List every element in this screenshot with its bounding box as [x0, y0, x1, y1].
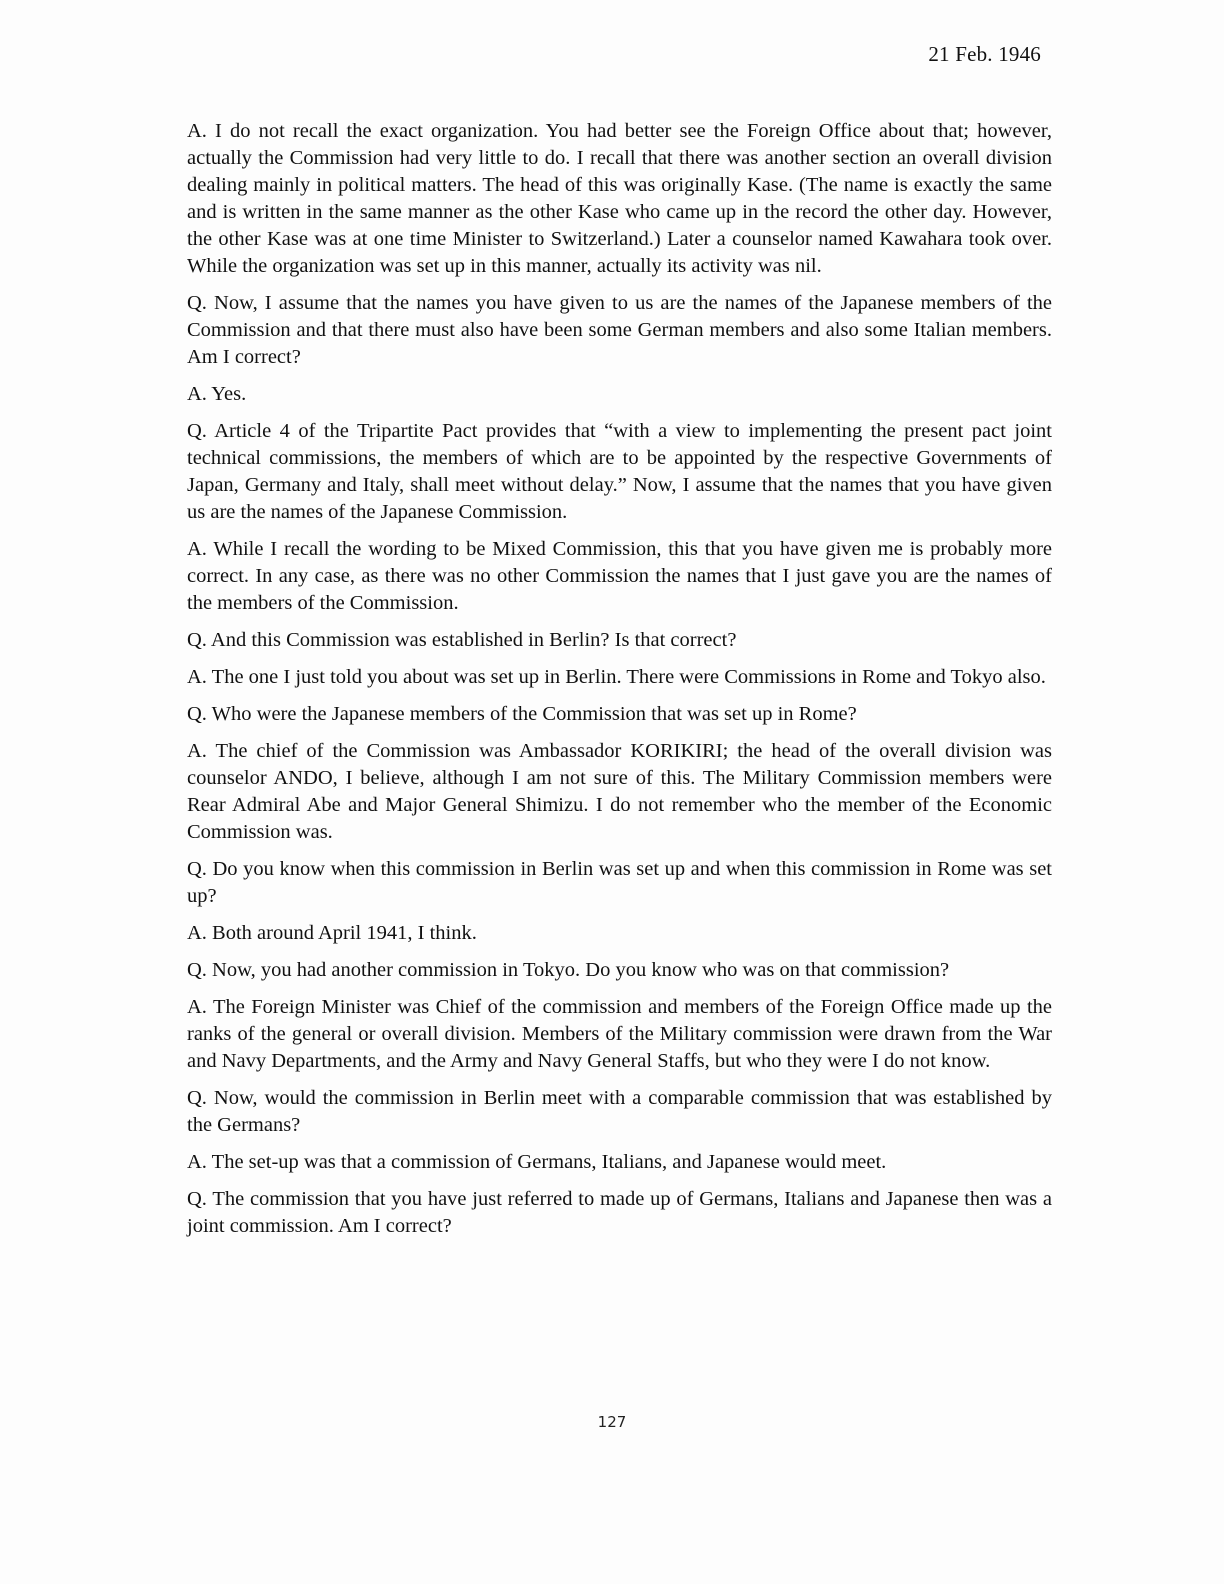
page-number: 127 [597, 1413, 627, 1431]
paragraph-question: Q. The commission that you have just referred to made up of Germans, Italians and Japanese then was a joint commission. Am I correct? [187, 1188, 1052, 1237]
paragraph-answer: A. The set-up was that a commission of Germans, Italians, and Japanese would meet. [187, 1151, 887, 1173]
paragraph-answer: A. The Foreign Minister was Chief of the commission and members of the Foreign Office made up the ranks of the general or overall division. Members of the Military commission were drawn from the War and Navy Departments, and the Army and Navy General Staffs, but who they were I do not know. [187, 996, 1052, 1072]
paragraph-answer: A. The chief of the Commission was Ambassador KORIKIRI; the head of the overall division was counselor ANDO, I believe, although I am not sure of this. The Military Commission members were Rear Admiral Abe and Major General Shimizu. I do not remember who the member of the Economic Commission was. [187, 740, 1052, 843]
document-date: 21 Feb. 1946 [928, 42, 1041, 66]
paragraph-answer: A. Yes. [187, 383, 247, 405]
paragraph-question: Q. Now, would the commission in Berlin meet with a comparable commission that was established by the Germans? [187, 1087, 1052, 1136]
paragraph-question: Q. Now, you had another commission in Tokyo. Do you know who was on that commission? [187, 959, 950, 981]
paragraph-question: Q. Who were the Japanese members of the Commission that was set up in Rome? [187, 703, 857, 725]
paragraph-question: Q. Do you know when this commission in Berlin was set up and when this commission in Rome was set up? [187, 858, 1052, 907]
paragraph-answer: A. The one I just told you about was set up in Berlin. There were Commissions in Rome and Tokyo also. [187, 666, 1046, 688]
paragraph-answer: A. I do not recall the exact organization. You had better see the Foreign Office about that; however, actually the Commission had very little to do. I recall that there was another section an overall division dealing mainly in political matters. The head of this was originally Kase. (The name is exactly the same and is written in the same manner as the other Kase who came up in the record the other day. However, the other Kase was at one time Minister to Switzerland.) Later a counselor named Kawahara took over. While the organization was set up in this manner, actually its activity was nil. [187, 120, 1052, 277]
paragraph-question: Q. And this Commission was established in Berlin? Is that correct? [187, 629, 737, 651]
paragraph-question: Q. Now, I assume that the names you have given to us are the names of the Japanese members of the Commission and that there must also have been some German members and also some Italian members. Am I correct? [187, 292, 1052, 368]
paragraph-question: Q. Article 4 of the Tripartite Pact provides that “with a view to implementing the present pact joint technical commissions, the members of which are to be appointed by the respective Governments of Japan, Germany and Italy, shall meet without delay.” Now, I assume that the names that you have given us are the names of the Japanese Commission. [187, 420, 1052, 523]
paragraph-answer: A. Both around April 1941, I think. [187, 922, 477, 944]
paragraph-answer: A. While I recall the wording to be Mixed Commission, this that you have given me is probably more correct. In any case, as there was no other Commission the names that I just gave you are the names of the members of the Commission. [187, 538, 1052, 614]
document-body [187, 118, 1052, 1250]
